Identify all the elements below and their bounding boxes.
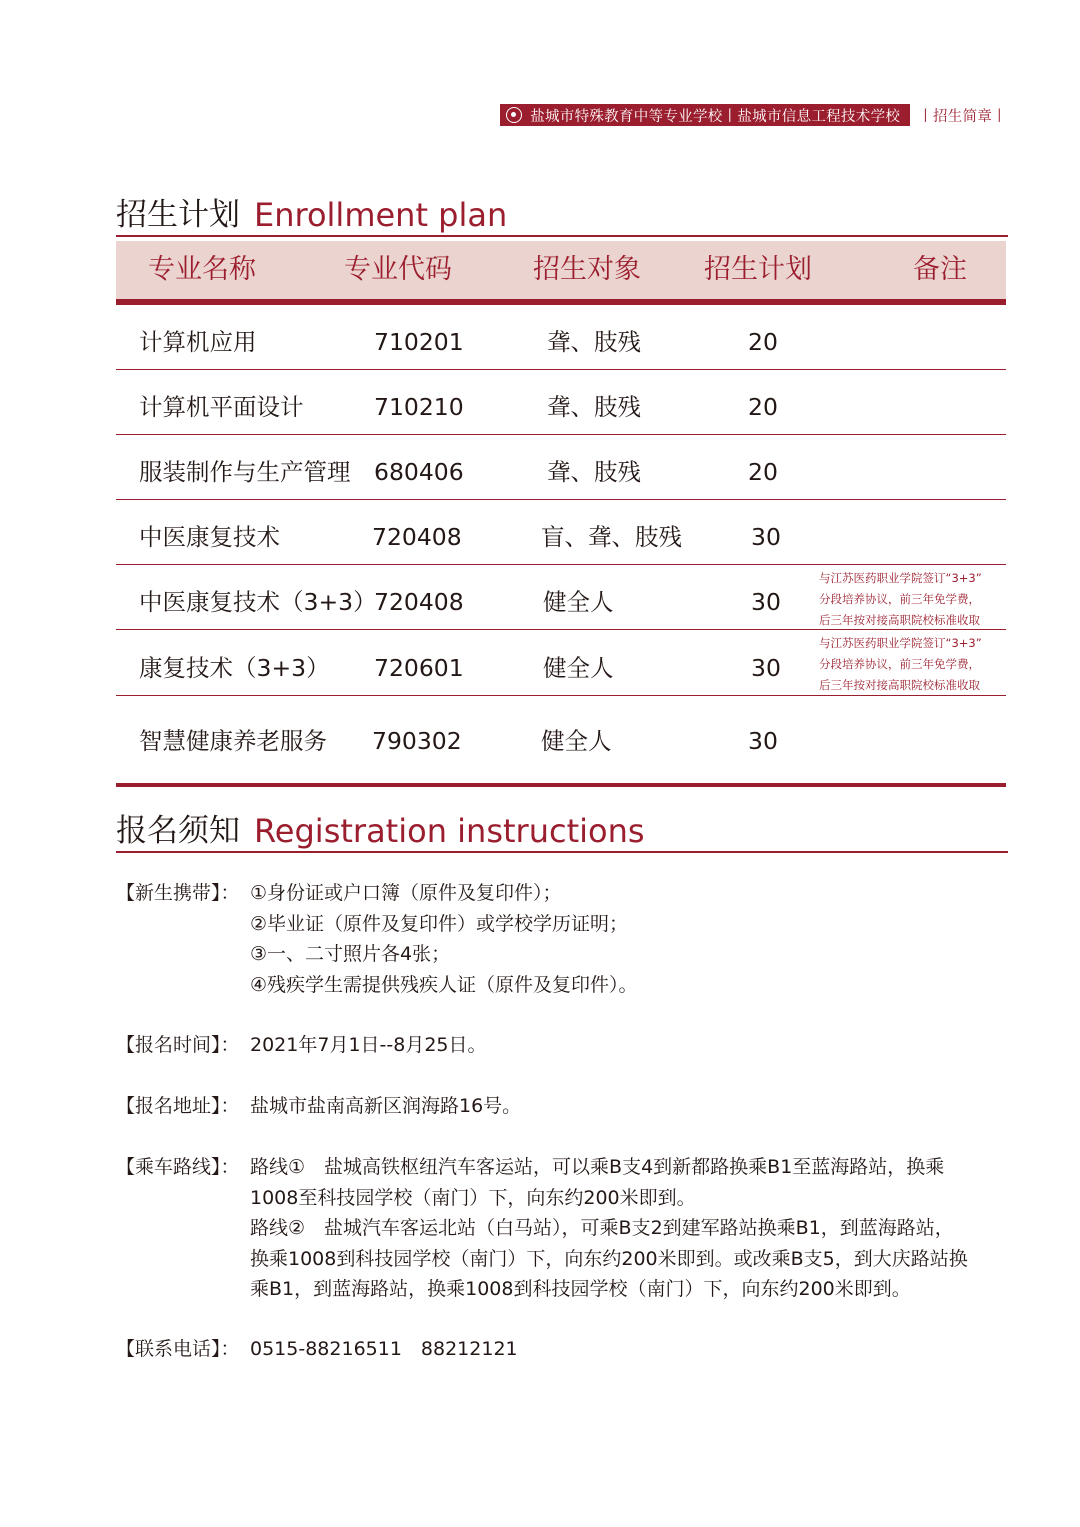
cell-code: 710210 (374, 393, 464, 421)
cell-plan: 30 (751, 654, 781, 682)
cell-target: 健全人 (543, 654, 614, 682)
note-line: 与江苏医药职业学院签订“3+3” (819, 636, 982, 650)
page-header (500, 104, 1007, 126)
school-names: 盐城市特殊教育中等专业学校丨盐城市信息工程技术学校 (530, 108, 901, 125)
cell-plan: 20 (748, 458, 778, 486)
enroll-title-zh: 招生计划 (116, 197, 240, 233)
cell-target: 健全人 (543, 588, 614, 616)
cell-name: 康复技术（3+3） (139, 654, 330, 682)
note-line: 与江苏医药职业学院签订“3+3” (819, 571, 982, 585)
instruction-line: ③一、二寸照片各4张； (250, 943, 451, 965)
instruction-line: 换乘1008到科技园学校（南门）下，向东约200米即到。或改乘B支5，到大庆路站换 (250, 1247, 968, 1270)
table-row (116, 566, 1006, 630)
cell-plan: 30 (751, 588, 781, 616)
cell-plan: 20 (748, 328, 778, 356)
cell-name: 智慧健康养老服务 (139, 727, 327, 755)
cell-code: 720408 (374, 588, 464, 616)
instruction-line: 1008至科技园学校（南门）下，向东约200米即到。 (250, 1186, 696, 1209)
col-header-name: 专业名称 (148, 254, 256, 285)
note-line: 后三年按对接高职院校标准收取 (819, 613, 980, 627)
instruction-label: 【新生携带】： (116, 882, 240, 904)
table-row (116, 697, 1006, 787)
instruction-body (250, 1334, 1010, 1365)
instruction-line: 盐城市盐南高新区润海路16号。 (250, 1095, 522, 1117)
cell-target: 健全人 (541, 727, 612, 755)
instruction-line: 0515-88216511 88212121 (250, 1338, 518, 1360)
table-row (116, 436, 1006, 500)
cell-plan: 30 (751, 523, 781, 551)
instruction-body (250, 878, 1010, 1000)
instruction-line: 路线① 盐城高铁枢纽汽车客运站，可以乘B支4到新都路换乘B1至蓝海路站，换乘 (250, 1156, 945, 1178)
instruction-label: 【报名时间】： (116, 1034, 240, 1056)
instruction-label: 【联系电话】： (116, 1338, 240, 1360)
note-line: 后三年按对接高职院校标准收取 (819, 678, 980, 692)
cell-target: 聋、肢残 (547, 328, 641, 356)
cell-name: 计算机应用 (139, 328, 257, 356)
header-band (500, 104, 910, 126)
table-row (116, 501, 1006, 565)
school-seal-icon (506, 107, 522, 123)
reg-section-title (116, 812, 1008, 853)
cell-code: 790302 (372, 727, 462, 755)
cell-plan: 30 (748, 727, 778, 755)
cell-note (819, 633, 982, 696)
cell-name: 中医康复技术（3+3） (139, 588, 377, 616)
cell-code: 720601 (374, 654, 464, 682)
cell-target: 聋、肢残 (547, 458, 641, 486)
instruction-line: 2021年7月1日--8月25日。 (250, 1034, 487, 1056)
cell-target: 盲、聋、肢残 (541, 523, 682, 551)
col-header-plan: 招生计划 (704, 254, 812, 285)
col-header-code: 专业代码 (344, 254, 452, 285)
doc-tag: 丨招生简章丨 (918, 108, 1007, 125)
instruction-label: 【报名地址】： (116, 1095, 240, 1117)
instruction-label: 【乘车路线】： (116, 1156, 240, 1178)
cell-code: 680406 (374, 458, 464, 486)
instruction-line: 路线② 盐城汽车客运北站（白马站），可乘B支2到建军路站换乘B1，到蓝海路站， (250, 1217, 954, 1239)
instruction-body (250, 1152, 1010, 1305)
table-row (116, 371, 1006, 435)
note-line: 分段培养协议，前三年免学费， (819, 657, 980, 671)
cell-note (819, 568, 982, 631)
reg-title-en: Registration instructions (254, 812, 645, 850)
instruction-body (250, 1030, 1010, 1061)
instruction-line: ②毕业证（原件及复印件）或学校学历证明； (250, 912, 629, 935)
table-row (116, 631, 1006, 696)
col-header-note: 备注 (913, 254, 967, 285)
cell-code: 710201 (374, 328, 464, 356)
instruction-body (250, 1091, 1010, 1122)
reg-title-zh: 报名须知 (116, 813, 240, 849)
cell-code: 720408 (372, 523, 462, 551)
table-header (116, 241, 1006, 305)
instruction-line: 乘B1，到蓝海路站，换乘1008到科技园学校（南门）下，向东约200米即到。 (250, 1278, 911, 1300)
col-header-target: 招生对象 (533, 254, 641, 285)
enroll-section-title (116, 196, 1008, 237)
instruction-line: ④残疾学生需提供残疾人证（原件及复印件）。 (250, 973, 638, 996)
table-row (116, 305, 1006, 370)
cell-name: 计算机平面设计 (139, 393, 304, 421)
cell-plan: 20 (748, 393, 778, 421)
enroll-title-en: Enrollment plan (254, 196, 508, 234)
cell-name: 中医康复技术 (139, 523, 280, 551)
note-line: 分段培养协议，前三年免学费， (819, 592, 980, 606)
cell-name: 服装制作与生产管理 (139, 458, 351, 486)
instruction-line: ①身份证或户口簿（原件及复印件）； (250, 882, 562, 904)
cell-target: 聋、肢残 (547, 393, 641, 421)
